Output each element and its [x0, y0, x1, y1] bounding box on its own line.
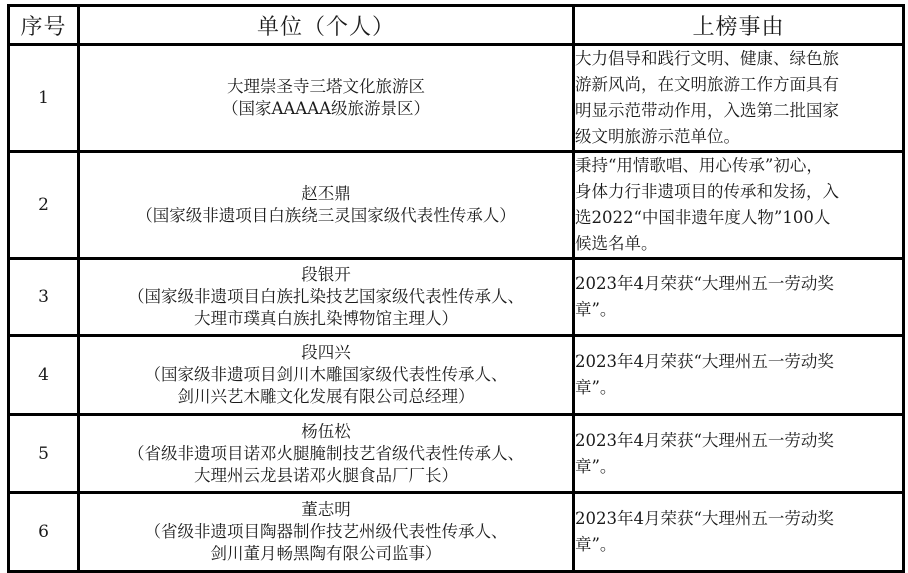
row-unit [79, 259, 574, 336]
row-index: 2 [9, 152, 79, 259]
table-row [9, 259, 904, 336]
unit-line: 大理市璞真白族扎染博物馆主理人） [194, 309, 458, 328]
header-unit: 单位（个人） [79, 6, 574, 45]
reason-line: 明显示范带动作用，入选第二批国家 [575, 101, 839, 120]
reason-line: 候选名单。 [575, 234, 658, 253]
row-reason [574, 415, 904, 493]
table-header-row [9, 6, 904, 45]
row-reason [574, 45, 904, 152]
reason-line: 身体力行非遗项目的传承和发扬，入 [575, 182, 839, 201]
row-reason [574, 259, 904, 336]
row-reason [574, 152, 904, 259]
table-row [9, 336, 904, 415]
table-row [9, 415, 904, 493]
reason-line: 2023年4月荣获“大理州五一劳动奖 [575, 430, 834, 450]
honor-list-table [7, 4, 905, 573]
row-reason [574, 336, 904, 415]
unit-line: 大理州云龙县诺邓火腿食品厂厂长） [194, 465, 458, 485]
reason-line: 章”。 [575, 535, 617, 554]
unit-line: 董志明 [301, 500, 351, 519]
reason-line: 2023年4月荣获“大理州五一劳动奖 [575, 509, 834, 528]
table-row [9, 152, 904, 259]
unit-line: （国家级非遗项目剑川木雕国家级代表性传承人、 [144, 365, 508, 384]
row-index: 1 [9, 45, 79, 152]
reason-line: 章”。 [575, 456, 617, 476]
row-unit [79, 336, 574, 415]
unit-line: 剑川兴艺木雕文化发展有限公司总经理） [177, 387, 475, 406]
reason-line: 2023年4月荣获“大理州五一劳动奖 [575, 352, 834, 371]
reason-line: 级文明旅游示范单位。 [575, 127, 740, 146]
unit-line: 赵丕鼎 [301, 184, 351, 203]
row-index: 5 [9, 415, 79, 493]
unit-line: 段四兴 [301, 343, 351, 362]
reason-line: 选2022“中国非遗年度人物”100人 [575, 208, 831, 227]
row-index: 3 [9, 259, 79, 336]
reason-line: 章”。 [575, 378, 617, 397]
row-unit [79, 152, 574, 259]
unit-line: 剑川董月畅黑陶有限公司监事） [210, 544, 442, 563]
unit-line: 段银开 [301, 265, 351, 284]
unit-line: 杨伍松 [301, 421, 351, 441]
row-unit [79, 493, 574, 572]
unit-line: （国家级非遗项目白族扎染技艺国家级代表性传承人、 [128, 287, 524, 306]
reason-line: 秉持“用情歌唱、用心传承”初心， [575, 156, 823, 175]
unit-line: （国家级非遗项目白族绕三灵国家级代表性传承人） [136, 206, 516, 225]
reason-line: 大力倡导和践行文明、健康、绿色旅 [575, 49, 839, 68]
table-row [9, 493, 904, 572]
row-index: 4 [9, 336, 79, 415]
table-row [9, 45, 904, 152]
header-reason: 上榜事由 [574, 6, 904, 45]
row-unit [79, 45, 574, 152]
row-reason [574, 493, 904, 572]
reason-line: 游新风尚，在文明旅游工作方面具有 [575, 75, 839, 94]
row-index: 6 [9, 493, 79, 572]
unit-line: （省级非遗项目诺邓火腿腌制技艺省级代表性传承人、 [128, 443, 524, 463]
unit-line: 大理崇圣寺三塔文化旅游区 [227, 77, 425, 96]
unit-line: （省级非遗项目陶器制作技艺州级代表性传承人、 [144, 522, 508, 541]
unit-line: （国家AAAAA级旅游景区） [221, 99, 431, 118]
reason-line: 2023年4月荣获“大理州五一劳动奖 [575, 274, 834, 293]
row-unit [79, 415, 574, 493]
header-index: 序号 [9, 6, 79, 45]
reason-line: 章”。 [575, 300, 617, 319]
